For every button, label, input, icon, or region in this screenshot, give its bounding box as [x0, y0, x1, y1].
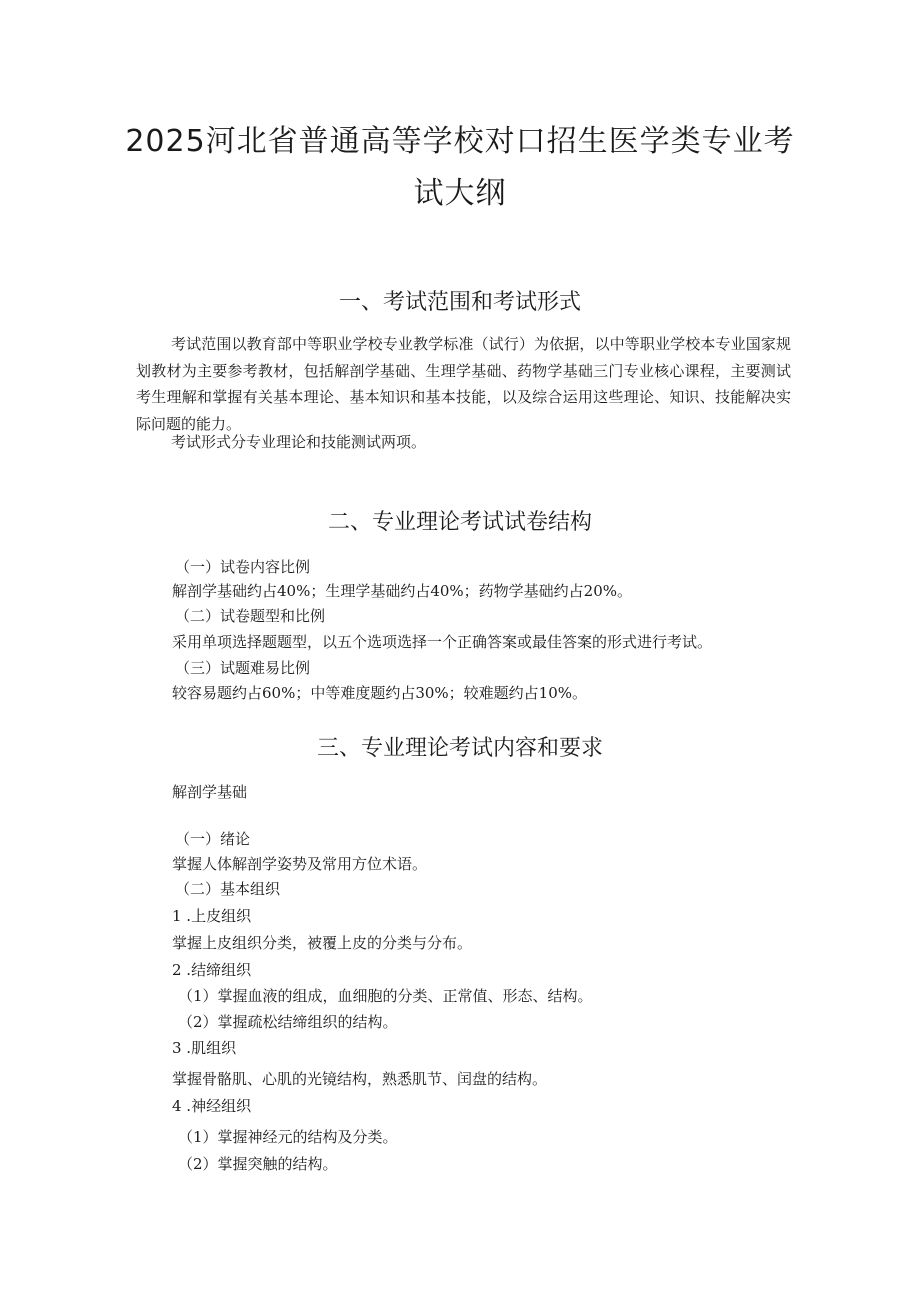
section3-t4-title: 4 .神经组织 — [172, 1097, 252, 1115]
section3-t4-item-a: （1）掌握神经元的结构及分类。 — [178, 1128, 398, 1146]
section-heading-1: 一、考试范围和考试形式 — [338, 290, 581, 315]
section2-sub1-title: （一）试卷内容比例 — [175, 558, 311, 576]
section1-paragraph-2: 考试形式分专业理论和技能测试两项。 — [171, 433, 427, 451]
document-title-line-2: 试大纲 — [413, 176, 507, 211]
section3-t1-text: 掌握上皮组织分类，被覆上皮的分类与分布。 — [172, 934, 473, 952]
section-heading-2: 二、专业理论考试试卷结构 — [327, 510, 592, 535]
section3-t3-text: 掌握骨骼肌、心肌的光镜结构，熟悉肌节、闰盘的结构。 — [172, 1070, 548, 1088]
section2-sub1-text: 解剖学基础约占40%；生理学基础约占40%；药物学基础约占20%。 — [172, 582, 633, 600]
section3-t2-item-a: （1）掌握血液的组成，血细胞的分类、正常值、形态、结构。 — [178, 987, 593, 1005]
section3-t4-item-b: （2）掌握突触的结构。 — [178, 1155, 338, 1173]
section-heading-3: 三、专业理论考试内容和要求 — [316, 736, 603, 761]
section2-sub3-title: （三）试题难易比例 — [175, 659, 311, 677]
section2-sub2-title: （二）试卷题型和比例 — [175, 607, 326, 625]
document-title-line-1: 2025河北省普通高等学校对口招生医学类专业考 — [125, 124, 795, 159]
section3-t2-title: 2 .结缔组织 — [172, 961, 252, 979]
section2-sub2-text: 采用单项选择题题型，以五个选项选择一个正确答案或最佳答案的形式进行考试。 — [172, 633, 713, 651]
section3-intro-title: （一）绪论 — [175, 830, 251, 848]
section3-t3-title: 3 .肌组织 — [172, 1039, 237, 1057]
section1-paragraph-1: 考试范围以教育部中等职业学校专业教学标准（试行）为依据，以中等职业学校本专业国家规划教材为主要参考教材，包括解剖学基础、生理学基础、药物学基础三门专业核心课程，主要测试考生理解和掌握有关基本理论、基本知识和基本技能，以及综合运用这些理论、知识、技能解决实际问题的能力。 — [136, 335, 791, 433]
section3-intro-text: 掌握人体解剖学姿势及常用方位术语。 — [172, 855, 428, 873]
section3-tissue-title: （二）基本组织 — [175, 880, 281, 898]
section3-t2-item-b: （2）掌握疏松结缔组织的结构。 — [178, 1013, 398, 1031]
section3-subject: 解剖学基础 — [172, 783, 248, 801]
section2-sub3-text: 较容易题约占60%；中等难度题约占30%；较难题约占10%。 — [172, 684, 588, 702]
section3-t1-title: 1 .上皮组织 — [172, 907, 252, 925]
